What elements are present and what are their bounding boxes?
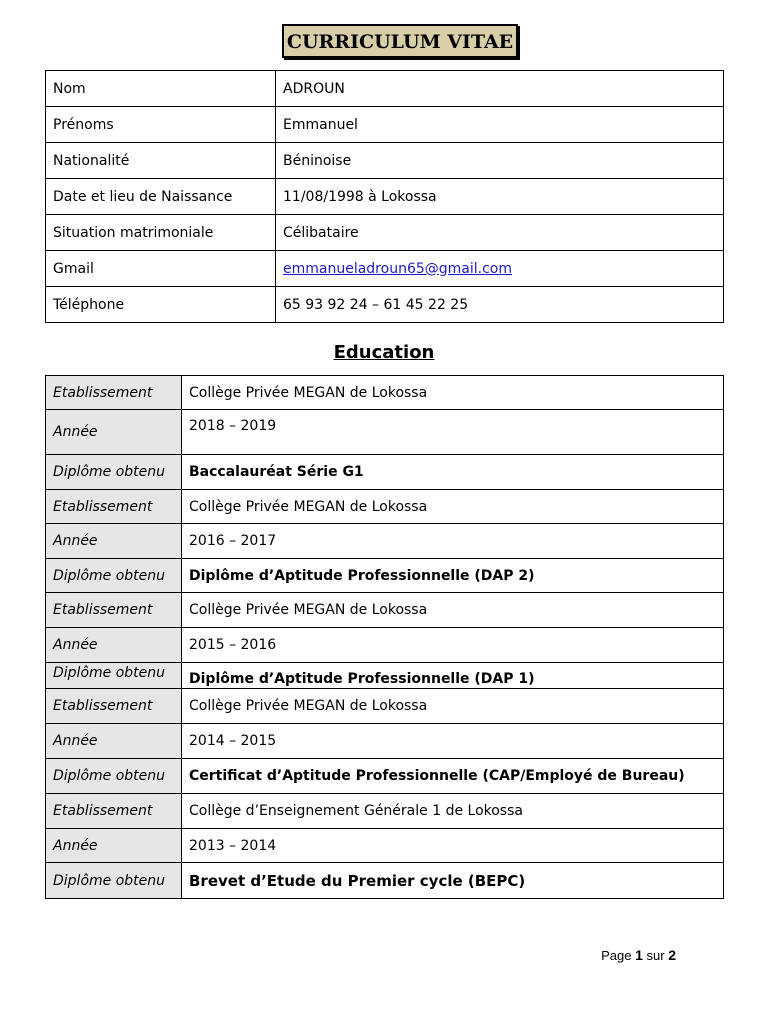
row-label: Prénoms: [46, 107, 276, 143]
diploma-value: Baccalauréat Série G1: [182, 455, 724, 490]
table-row: [46, 107, 724, 143]
row-value: ADROUN: [276, 71, 724, 107]
table-row: [46, 71, 724, 107]
year-value: 2018 – 2019: [182, 410, 724, 455]
row-label: Téléphone: [46, 287, 276, 323]
year-label: Année: [46, 724, 182, 759]
school-value: Collège Privée MEGAN de Lokossa: [182, 490, 724, 524]
diploma-label: Diplôme obtenu: [46, 863, 182, 899]
school-label: Etablissement: [46, 794, 182, 829]
row-value: Célibataire: [276, 215, 724, 251]
email-cell: [276, 251, 724, 287]
row-value: 65 93 92 24 – 61 45 22 25: [276, 287, 724, 323]
page-footer: [601, 947, 676, 963]
table-row: [46, 490, 724, 524]
diploma-value: Diplôme d’Aptitude Professionnelle (DAP 1): [182, 663, 724, 689]
school-value: Collège Privée MEGAN de Lokossa: [182, 593, 724, 628]
table-row: [46, 287, 724, 323]
table-row: [46, 663, 724, 689]
row-label: Nom: [46, 71, 276, 107]
year-label: Année: [46, 628, 182, 663]
page-word: Page: [601, 948, 632, 963]
table-row: [46, 593, 724, 628]
table-row: [46, 863, 724, 899]
table-row: [46, 628, 724, 663]
diploma-label: Diplôme obtenu: [46, 759, 182, 794]
school-label: Etablissement: [46, 593, 182, 628]
table-row: [46, 455, 724, 490]
row-label: Gmail: [46, 251, 276, 287]
table-row: [46, 251, 724, 287]
education-table: [45, 375, 724, 899]
diploma-label: Diplôme obtenu: [46, 455, 182, 490]
year-value: 2014 – 2015: [182, 724, 724, 759]
table-row: [46, 689, 724, 724]
year-label: Année: [46, 524, 182, 559]
table-row: [46, 179, 724, 215]
year-value: 2013 – 2014: [182, 829, 724, 863]
year-value: 2015 – 2016: [182, 628, 724, 663]
school-label: Etablissement: [46, 490, 182, 524]
row-label: Date et lieu de Naissance: [46, 179, 276, 215]
row-label: Nationalité: [46, 143, 276, 179]
school-value: Collège Privée MEGAN de Lokossa: [182, 376, 724, 410]
year-label: Année: [46, 829, 182, 863]
school-value: Collège d’Enseignement Générale 1 de Lokossa: [182, 794, 724, 829]
table-row: [46, 724, 724, 759]
table-row: [46, 759, 724, 794]
table-row: [46, 829, 724, 863]
row-label: Situation matrimoniale: [46, 215, 276, 251]
cv-title: CURRICULUM VITAE: [282, 24, 518, 58]
table-row: [46, 410, 724, 455]
diploma-value: Certificat d’Aptitude Professionnelle (CAP/Employé de Bureau): [182, 759, 724, 794]
school-value: Collège Privée MEGAN de Lokossa: [182, 689, 724, 724]
diploma-value: Brevet d’Etude du Premier cycle (BEPC): [182, 863, 724, 899]
diploma-label: Diplôme obtenu: [46, 559, 182, 593]
school-label: Etablissement: [46, 376, 182, 410]
year-label: Année: [46, 410, 182, 455]
diploma-label: Diplôme obtenu: [46, 663, 182, 689]
email-link[interactable]: emmanueladroun65@gmail.com: [283, 260, 512, 277]
table-row: [46, 376, 724, 410]
row-value: 11/08/1998 à Lokossa: [276, 179, 724, 215]
row-value: Béninoise: [276, 143, 724, 179]
table-row: [46, 794, 724, 829]
table-row: [46, 559, 724, 593]
total-page-number: 2: [668, 947, 676, 963]
year-value: 2016 – 2017: [182, 524, 724, 559]
row-value: Emmanuel: [276, 107, 724, 143]
education-heading: Education: [333, 342, 435, 363]
table-row: [46, 215, 724, 251]
table-row: [46, 143, 724, 179]
diploma-value: Diplôme d’Aptitude Professionnelle (DAP 2): [182, 559, 724, 593]
current-page-number: 1: [635, 947, 643, 963]
table-row: [46, 524, 724, 559]
school-label: Etablissement: [46, 689, 182, 724]
personal-info-table: [45, 70, 724, 323]
page-separator: sur: [646, 948, 665, 963]
